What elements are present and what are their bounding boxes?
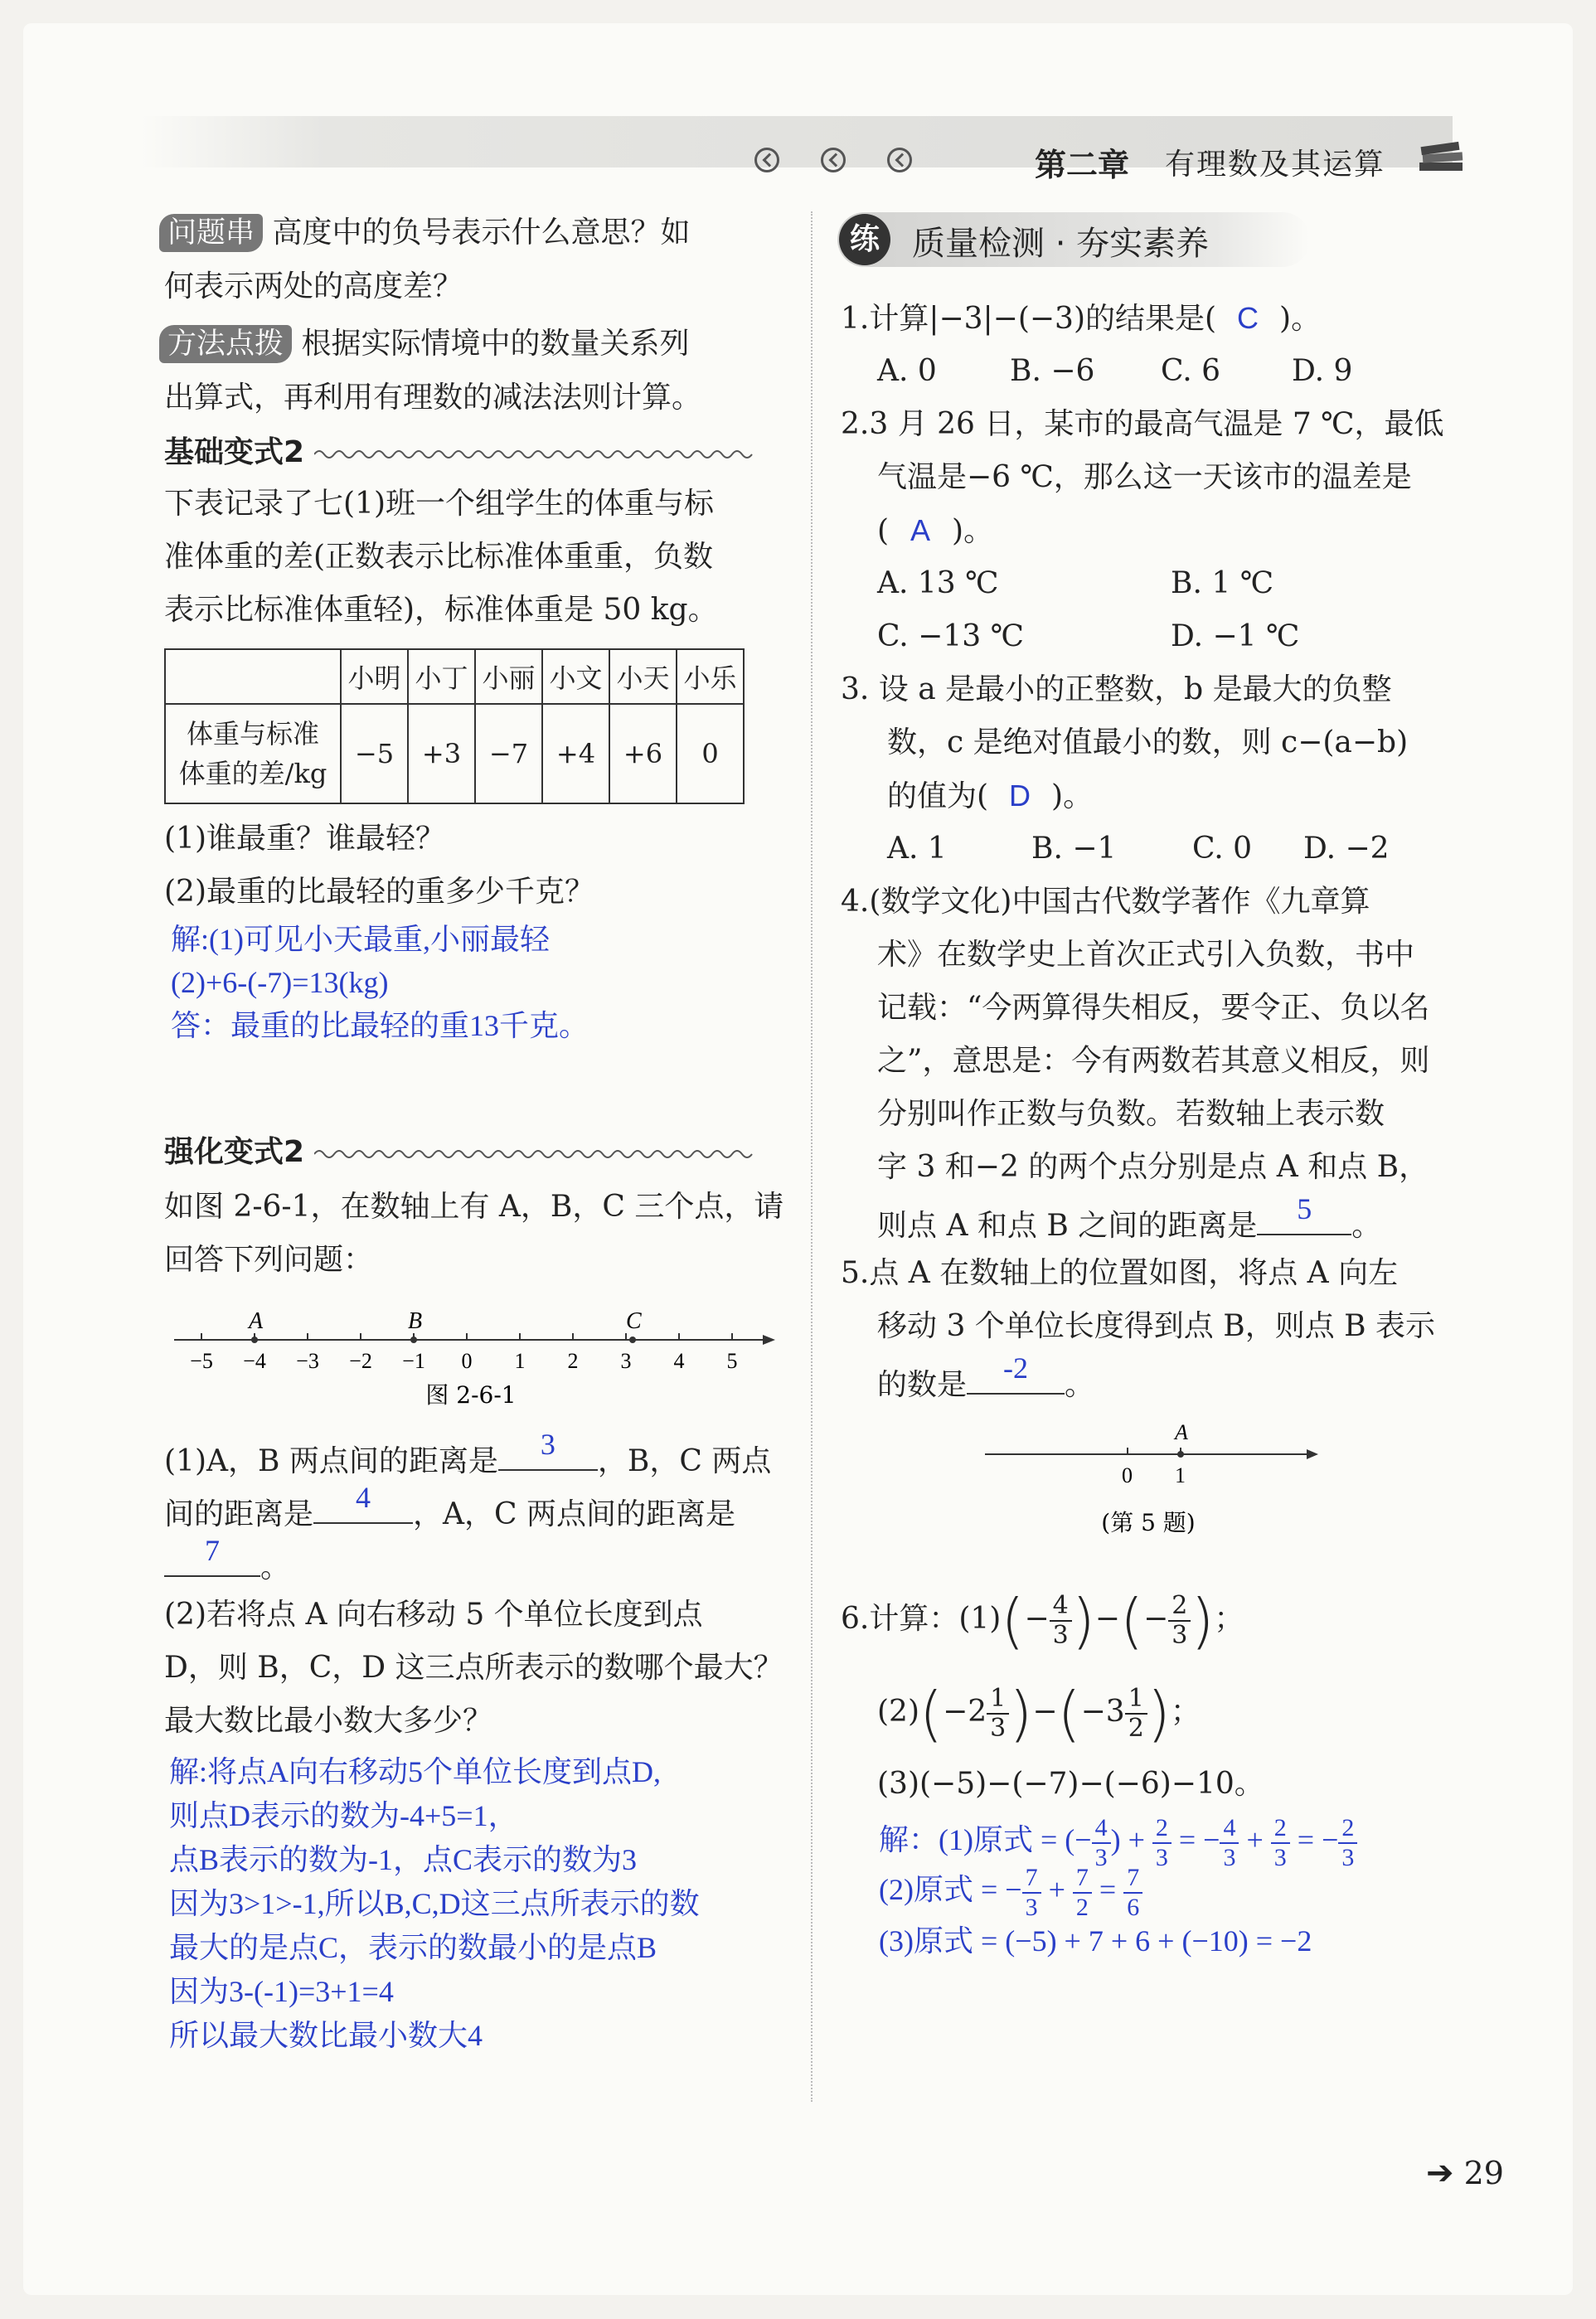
books-icon: [1418, 141, 1466, 174]
paren: (: [1001, 1586, 1025, 1656]
q5-caption: (第 5 题): [1101, 1509, 1196, 1536]
qianghua-heading: [164, 1136, 754, 1169]
weight-table: [164, 648, 745, 804]
tick-label: −2: [349, 1349, 372, 1373]
jichu-answer1: 解:(1)可见小天最重,小丽最轻: [171, 923, 550, 956]
q2-line3: 最大数比最小数大多少？: [164, 1704, 493, 1738]
fraction: $\frac{4}{3}$: [1220, 1814, 1239, 1872]
rq5-end: 。: [1065, 1368, 1095, 1402]
mixed-int: −2: [943, 1695, 987, 1729]
q2-answer: 因为3-(-1)=3+1=4: [169, 1975, 394, 2008]
q1-row1: [164, 1428, 772, 1478]
tick-label: −4: [243, 1349, 266, 1373]
chevron-left-icon: [821, 148, 846, 172]
rq5-line2: 移动 3 个单位长度得到点 B，则点 B 表示: [877, 1309, 1436, 1343]
ans-label: 解：(1)原式 =: [879, 1823, 1058, 1856]
q5-axis-arrow: [1307, 1449, 1318, 1459]
practice-title: 质量检测 · 夯实素养: [912, 225, 1210, 263]
rq1-stem: [841, 302, 1321, 336]
jichu-line2: 准体重的差(正数表示比标准体重重，负数: [164, 540, 714, 574]
tick-label: −5: [190, 1349, 213, 1373]
rq4-line2: 术》在数学史上首次正式引入负数，书中: [877, 938, 1415, 972]
rq3-line3: [887, 779, 1093, 813]
jichu-heading: [164, 436, 754, 469]
rq6-part1: 6.计算：(1)(− $\frac{4}{3}$ )−(− $\frac{2}{3}$ )；: [841, 1586, 1244, 1656]
tick-label: 5: [726, 1349, 738, 1373]
fraction: $\frac{2}{3}$: [1271, 1814, 1290, 1872]
q2-answer: 因为3>1>-1,所以B,C,D这三点所表示的数: [169, 1887, 700, 1920]
rq5-text: 的数是: [877, 1368, 968, 1402]
tick-label: 2: [567, 1349, 579, 1373]
answer-bc: 4: [356, 1481, 371, 1514]
q1-text: ，A，C 两点间的距离是: [413, 1497, 736, 1531]
rq2-opt-a: A. 13 ℃: [877, 566, 999, 600]
mixed-int: −3: [1080, 1695, 1125, 1729]
answer-ab: 3: [540, 1428, 555, 1461]
rq5-line3: [877, 1351, 1095, 1402]
rq3-opt-c: C. 0: [1192, 832, 1253, 866]
rq5-line1: 5.点 A 在数轴上的位置如图，将点 A 向左: [841, 1256, 1399, 1290]
rq4-text: 则点 A 和点 B 之间的距离是: [877, 1209, 1258, 1243]
frac-den: 2: [1128, 1714, 1144, 1743]
q5-point-a-dot: [1177, 1451, 1184, 1458]
rq2-line2: 气温是−6 ℃，那么这一天该市的温差是: [877, 460, 1412, 494]
table-cell: −7: [475, 704, 542, 803]
fraction: $\frac{7}{2}$: [1073, 1864, 1092, 1922]
point-b-label: B: [408, 1308, 423, 1334]
frac-den: 3: [1052, 1621, 1069, 1650]
wenti-text2: 何表示两处的高度差？: [164, 269, 463, 303]
wenti-row1: [159, 214, 690, 252]
jichu-line1: 下表记录了七(1)班一个组学生的体重与标: [164, 487, 714, 521]
paren: (: [919, 1679, 944, 1749]
rq3-close: )。: [1051, 779, 1094, 813]
point-c-label: C: [626, 1308, 642, 1334]
table-header: 小天: [609, 649, 677, 704]
rq6-answer3: (3)原式 = (−5) + 7 + 6 + (−10) = −2: [879, 1924, 1312, 1958]
fraction: [1125, 1685, 1147, 1743]
point-c-dot: [629, 1337, 636, 1343]
fraction: $\frac{2}{3}$: [1152, 1814, 1172, 1872]
rq4-end: 。: [1351, 1209, 1382, 1243]
rq6-part2: [877, 1675, 1201, 1751]
tick-label: 3: [620, 1349, 632, 1373]
fraction: $\frac{7}{6}$: [1123, 1864, 1142, 1922]
q2-answer: 则点D表示的数为-4+5=1，: [169, 1799, 518, 1832]
chevron-left-icon: [887, 148, 912, 172]
q2-line2: D，则 B，C，D 这三点所表示的数哪个最大？: [164, 1651, 783, 1685]
chevron-left-icon: [754, 148, 779, 172]
frac-num: 4: [1050, 1592, 1072, 1622]
wenti-text1: 高度中的负号表示什么意思？如: [272, 216, 691, 250]
point-a-label: A: [249, 1308, 264, 1334]
rq2-answer: A: [910, 513, 931, 547]
q2-line1: (2)若将点 A 向右移动 5 个单位长度到点: [164, 1598, 703, 1632]
point-b-dot: [410, 1337, 417, 1343]
q5-tick-1-label: 1: [1175, 1463, 1186, 1487]
jichu-q2: (2)最重的比最轻的重多少千克？: [164, 875, 594, 909]
fangfa-row1: [159, 325, 689, 363]
jichu-q1: (1)谁最重？谁最轻？: [164, 822, 445, 856]
table-cell: −5: [341, 704, 408, 803]
paren: ): [1009, 1679, 1033, 1749]
table-row-label: [165, 704, 341, 803]
paren: ): [1071, 1586, 1095, 1656]
rq1-opt-c: C. 6: [1161, 354, 1221, 388]
answer-blank: [498, 1428, 598, 1471]
rq4-line6: 字 3 和−2 的两个点分别是点 A 和点 B，: [877, 1150, 1429, 1184]
minus-sign: −: [1032, 1695, 1058, 1729]
table-cell: +4: [542, 704, 609, 803]
q5-tick-0-label: 0: [1122, 1463, 1133, 1487]
rq3-line1: 3. 设 a 是最小的正整数，b 是最大的负整: [841, 672, 1392, 706]
rq5-answer: -2: [1003, 1351, 1029, 1385]
fangfa-tag: 方法点拨: [159, 325, 292, 363]
fangfa-text1: 根据实际情境中的数量关系列: [301, 327, 690, 361]
rq6-p2-label: (2): [877, 1695, 919, 1729]
rq2-line3: [877, 514, 993, 548]
page-number: 29: [1463, 2155, 1504, 2191]
rq1-opt-d: D. 9: [1292, 354, 1353, 388]
table-cell: +3: [408, 704, 475, 803]
rq3-opt-a: A. 1: [887, 832, 947, 866]
rq1-opt-a: A. 0: [877, 354, 937, 388]
qianghua-line1: 如图 2-6-1，在数轴上有 A，B，C 三个点，请: [164, 1190, 784, 1224]
paren: ): [1147, 1679, 1171, 1749]
q1-row2: [164, 1481, 736, 1531]
table-header-empty: [165, 649, 341, 704]
rq4-line4: 之”，意思是：今有两数若其意义相反，则: [877, 1044, 1430, 1078]
rq4-line3: 记载：“今两算得失相反，要令正、负以名: [877, 991, 1430, 1025]
semicolon: ；: [1214, 1602, 1244, 1636]
answer-blank: [313, 1481, 413, 1524]
table-header-row: [165, 649, 744, 704]
tick-label: 4: [673, 1349, 685, 1373]
answer-ac: 7: [205, 1534, 220, 1567]
paren: (: [1119, 1586, 1144, 1656]
rq6-prefix: 6.计算：(1): [841, 1602, 1002, 1636]
table-cell: 0: [677, 704, 744, 803]
wavy-divider: [314, 446, 754, 463]
rq4-line1: 4.(数学文化)中国古代数学著作《九章算: [841, 885, 1370, 919]
jichu-title: 基础变式2: [164, 435, 305, 469]
minus-sign: −: [1094, 1602, 1120, 1636]
chapter-title: 有理数及其运算: [1165, 148, 1386, 182]
q2-answer: 所以最大数比最小数大4: [169, 2019, 483, 2052]
rq6-answer1: 解：(1)原式 = (− $\frac{4}{3}$ ) + $\frac{2}{3}$ = − $\frac{4}{3}$ + $\frac{2}{3}$ = − $\frac{2}{3}$: [879, 1811, 1357, 1872]
rq3-opt-b: B. −1: [1031, 832, 1117, 866]
rq4-line5: 分别叫作正数与负数。若数轴上表示数: [877, 1097, 1385, 1131]
q5-point-a-label: A: [1175, 1420, 1188, 1444]
q5-number-line: [978, 1413, 1327, 1537]
jichu-line3: 表示比标准体重轻)，标准体重是 50 kg。: [164, 593, 718, 627]
fraction: [987, 1685, 1009, 1743]
q2-answer: 解:将点A向右移动5个单位长度到点D,: [169, 1755, 661, 1788]
jichu-answer3: 答：最重的比最轻的重13千克。: [171, 1009, 589, 1042]
table-header: 小明: [341, 649, 408, 704]
frac-den: 3: [1172, 1621, 1188, 1650]
rq2-line1: 2.3 月 26 日，某市的最高气温是 7 ℃，最低: [841, 407, 1444, 441]
rq6-part3: (3)(−5)−(−7)−(−6)−10。: [877, 1767, 1264, 1801]
paren: ): [1191, 1586, 1215, 1656]
table-row: [165, 704, 744, 803]
jichu-answer2: (2)+6-(-7)=13(kg): [171, 966, 389, 999]
answer-blank: [1257, 1192, 1351, 1235]
table-header: 小丽: [475, 649, 542, 704]
q1-text: (1)A，B 两点间的距离是: [164, 1444, 498, 1478]
chapter-label: 第二章: [1035, 147, 1130, 183]
table-header: 小乐: [677, 649, 744, 704]
paren: (: [1057, 1679, 1081, 1749]
q1-text: ，B，C 两点: [597, 1444, 772, 1478]
tick-label: 1: [514, 1349, 526, 1373]
semicolon: ；: [1170, 1695, 1201, 1729]
rq2-opt-b: B. 1 ℃: [1171, 566, 1273, 600]
rq1-text: 1.计算|−3|−(−3)的结果是(: [841, 302, 1217, 336]
rq2-opt-c: C. −13 ℃: [877, 619, 1024, 653]
frac-den: 3: [990, 1714, 1007, 1743]
frac-num: 1: [1125, 1685, 1147, 1715]
frac-num: 2: [1168, 1592, 1191, 1622]
rq4-line7: [877, 1192, 1382, 1243]
ans-label: (2)原式 =: [879, 1873, 998, 1906]
point-a-dot: [251, 1337, 258, 1343]
q1-text: 间的距离是: [164, 1497, 314, 1531]
rq3-opt-d: D. −2: [1303, 832, 1390, 866]
answer-blank: [967, 1351, 1065, 1395]
column-divider: [811, 211, 813, 2102]
arrow-right-icon: ➔: [1426, 2154, 1454, 2192]
rq6-answer2: (2)原式 = − $\frac{7}{3}$ + $\frac{7}{2}$ = $\frac{7}{6}$: [879, 1861, 1142, 1922]
rq2-close: )。: [952, 514, 994, 548]
fraction: [1050, 1592, 1072, 1650]
row-label-line1: 体重与标准: [186, 718, 319, 750]
wenti-tag: 问题串: [159, 214, 263, 252]
q1-row3: [164, 1534, 291, 1584]
frac-num: 1: [987, 1685, 1009, 1715]
q1-end: 。: [260, 1550, 291, 1584]
rq3-answer: D: [1009, 779, 1031, 813]
q2-answer: 点B表示的数为-1，点C表示的数为3: [169, 1843, 638, 1876]
tick-label: 0: [461, 1349, 473, 1373]
table-header: 小丁: [408, 649, 475, 704]
tick-label: −3: [296, 1349, 319, 1373]
rq1-answer: C: [1237, 301, 1259, 335]
qianghua-line2: 回答下列问题：: [164, 1243, 374, 1277]
wavy-divider: [314, 1146, 754, 1162]
figure-caption: 图 2-6-1: [425, 1381, 517, 1409]
answer-blank: [164, 1534, 260, 1577]
rq3-line2: 数，c 是绝对值最小的数，则 c−(a−b): [887, 725, 1409, 759]
table-header: 小文: [542, 649, 609, 704]
fraction: $\frac{4}{3}$: [1092, 1814, 1111, 1872]
fraction: $\frac{7}{3}$: [1022, 1864, 1041, 1922]
fraction: $\frac{2}{3}$: [1338, 1814, 1357, 1872]
tick-label: −1: [402, 1349, 425, 1373]
number-line-figure: [166, 1293, 779, 1418]
q2-answer: 最大的是点C，表示的数最小的是点B: [169, 1931, 657, 1964]
row-label-line2: 体重的差/kg: [178, 758, 327, 789]
axis-arrow: [763, 1335, 775, 1345]
fangfa-text2: 出算式，再利用有理数的减法法则计算。: [164, 381, 702, 415]
rq2-open: (: [877, 514, 890, 548]
fraction: [1168, 1592, 1191, 1650]
rq3-text: 的值为(: [887, 779, 989, 813]
practice-badge: 练: [839, 214, 890, 265]
table-cell: +6: [609, 704, 677, 803]
qianghua-title: 强化变式2: [164, 1135, 305, 1169]
rq1-close: )。: [1279, 302, 1322, 336]
page-number-area: [1426, 2154, 1504, 2192]
rq1-opt-b: B. −6: [1010, 354, 1095, 388]
rq2-opt-d: D. −1 ℃: [1171, 619, 1300, 653]
rq4-answer: 5: [1297, 1192, 1312, 1225]
